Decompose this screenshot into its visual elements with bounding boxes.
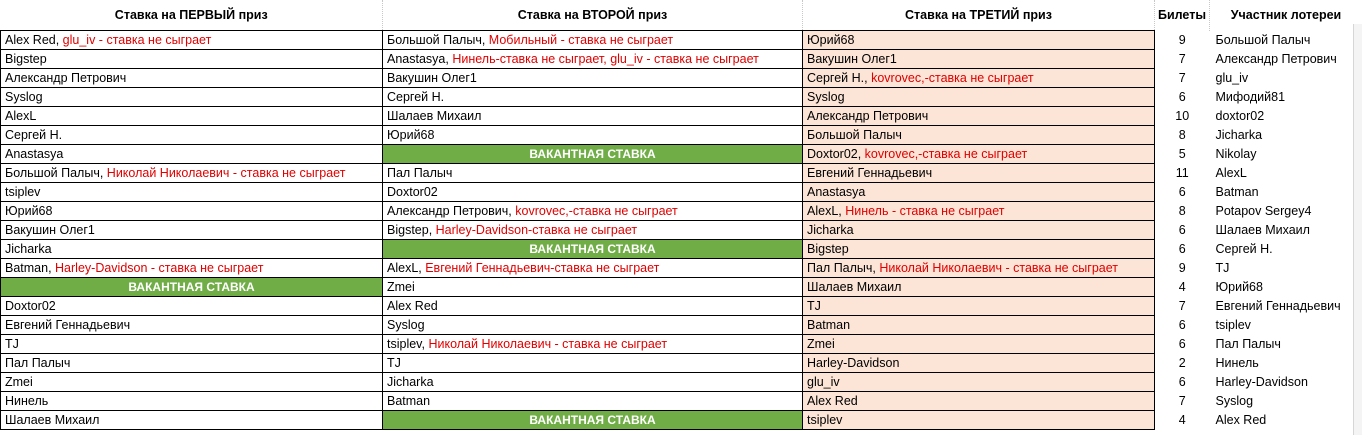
bet-cell-second[interactable]	[383, 278, 803, 297]
table-row	[1, 107, 1362, 126]
participant-cell[interactable]: tsiplev	[1215, 318, 1251, 332]
participant-cell[interactable]: Пал Палыч	[1215, 337, 1281, 351]
bet-cell-third[interactable]	[803, 31, 1155, 50]
bettor-name: Alex Red	[807, 394, 858, 408]
invalid-bet-note: Harley-Davidson - ставка не сыграет	[55, 261, 264, 275]
header-first-prize[interactable]: Ставка на ПЕРВЫЙ приз	[1, 0, 383, 31]
table-row	[1, 145, 1362, 164]
participant-cell[interactable]: Alex Red	[1215, 413, 1267, 427]
tickets-cell[interactable]: 6	[1178, 242, 1186, 256]
participant-cell[interactable]: Syslog	[1215, 394, 1254, 408]
bettor-name: Пал Палыч	[5, 356, 71, 370]
bettor-name: Doxtor02	[5, 299, 56, 313]
table-row	[1, 88, 1362, 107]
participant-cell[interactable]: Jicharka	[1215, 128, 1263, 142]
bet-cell-second[interactable]	[383, 335, 803, 354]
bettor-name: Александр Петрович	[807, 109, 929, 123]
bettor-name: Евгений Геннадьевич	[807, 166, 933, 180]
bettor-name: Пал Палыч	[387, 166, 453, 180]
bettor-name: Вакушин Олег1	[807, 52, 897, 66]
tickets-cell[interactable]: 11	[1175, 166, 1189, 180]
invalid-bet-note: kovrovec,-ставка не сыграет	[871, 71, 1034, 85]
bettor-name: Anastasya	[807, 185, 866, 199]
table-row	[1, 411, 1362, 430]
bettor-name: AlexL,	[387, 261, 426, 275]
tickets-cell[interactable]: 6	[1178, 90, 1186, 104]
bettor-name: Alex Red	[387, 299, 438, 313]
bet-cell-first[interactable]	[1, 240, 383, 259]
bet-cell-second[interactable]	[383, 107, 803, 126]
bettor-name: Batman	[387, 394, 431, 408]
bet-cell-first[interactable]	[1, 259, 383, 278]
bet-cell-first[interactable]	[1, 69, 383, 88]
bettor-name: Jicharka	[5, 242, 52, 256]
participant-cell[interactable]: Шалаев Михаил	[1215, 223, 1310, 237]
tickets-cell[interactable]: 8	[1178, 204, 1186, 218]
bettor-name: Большой Палыч,	[5, 166, 107, 180]
bet-cell-second[interactable]	[383, 126, 803, 145]
bettor-name: Шалаев Михаил	[387, 109, 482, 123]
bet-cell-third[interactable]	[803, 354, 1155, 373]
vacant-bet-cell[interactable]	[383, 145, 803, 164]
tickets-cell[interactable]: 5	[1178, 147, 1186, 161]
bettor-name: Harley-Davidson	[807, 356, 900, 370]
tickets-cell[interactable]: 9	[1178, 261, 1186, 275]
table-row	[1, 278, 1362, 297]
bet-cell-third[interactable]	[803, 373, 1155, 392]
tickets-cell[interactable]: 10	[1175, 109, 1190, 123]
bet-cell-third[interactable]	[803, 145, 1155, 164]
bettor-name: Шалаев Михаил	[5, 413, 100, 427]
bettor-name: Doxtor02	[387, 185, 438, 199]
bet-cell-first[interactable]	[1, 107, 383, 126]
bet-cell-first[interactable]	[1, 88, 383, 107]
table-row	[1, 392, 1362, 411]
participant-cell[interactable]: Нинель	[1215, 356, 1259, 370]
header-tickets[interactable]: Билеты	[1155, 0, 1210, 31]
participant-cell[interactable]: Сергей Н.	[1215, 242, 1273, 256]
tickets-cell[interactable]: 6	[1178, 375, 1186, 389]
participant-cell[interactable]: Potapov Sergey4	[1215, 204, 1312, 218]
bet-cell-third[interactable]	[803, 278, 1155, 297]
table-row	[1, 297, 1362, 316]
bettor-name: Александр Петрович,	[387, 204, 516, 218]
bet-cell-second[interactable]	[383, 31, 803, 50]
table-row	[1, 221, 1362, 240]
bettor-name: Евгений Геннадьевич	[5, 318, 131, 332]
bet-cell-third[interactable]	[803, 221, 1155, 240]
table-row	[1, 354, 1362, 373]
table-row	[1, 164, 1362, 183]
invalid-bet-note: Евгений Геннадьевич-ставка не сыграет	[425, 261, 660, 275]
bet-cell-third[interactable]	[803, 164, 1155, 183]
tickets-cell[interactable]: 6	[1178, 318, 1186, 332]
participant-cell[interactable]: glu_iv	[1215, 71, 1249, 85]
bet-cell-third[interactable]	[803, 411, 1155, 430]
bettor-name: Юрий68	[387, 128, 435, 142]
table-row	[1, 69, 1362, 88]
tickets-cell[interactable]: 8	[1178, 128, 1186, 142]
bettor-name: Пал Палыч,	[807, 261, 880, 275]
tickets-cell[interactable]: 7	[1178, 299, 1186, 313]
bettor-name: Batman	[807, 318, 851, 332]
bettor-name: Вакушин Олег1	[387, 71, 477, 85]
bettor-name: Вакушин Олег1	[5, 223, 95, 237]
participant-cell[interactable]: AlexL	[1215, 166, 1247, 180]
bet-cell-first[interactable]	[1, 164, 383, 183]
bet-cell-first[interactable]	[1, 126, 383, 145]
bettor-name: Сергей Н.	[387, 90, 445, 104]
bet-cell-third[interactable]	[803, 316, 1155, 335]
vacant-bet-cell[interactable]	[383, 411, 803, 430]
invalid-bet-note: Мобильный - ставка не сыграет	[488, 33, 674, 47]
invalid-bet-note: kovrovec,-ставка не сыграет	[864, 147, 1028, 161]
table-row	[1, 183, 1362, 202]
participant-cell[interactable]: Мифодий81	[1215, 90, 1286, 104]
bettor-name: Alex Red,	[5, 33, 63, 47]
invalid-bet-note: glu_iv - ставка не сыграет	[62, 33, 212, 47]
bettor-name: Syslog	[387, 318, 425, 332]
vacant-bet-cell[interactable]	[1, 278, 383, 297]
invalid-bet-note: Harley-Davidson-ставка не сыграет	[435, 223, 638, 237]
bet-cell-third[interactable]	[803, 50, 1155, 69]
bet-cell-first[interactable]	[1, 297, 383, 316]
invalid-bet-note: Николай Николаевич - ставка не сыграет	[879, 261, 1119, 275]
bet-cell-first[interactable]	[1, 183, 383, 202]
bet-cell-second[interactable]	[383, 297, 803, 316]
bettor-name: glu_iv	[807, 375, 840, 389]
header-row	[1, 0, 1362, 31]
bet-cell-first[interactable]	[1, 335, 383, 354]
vacant-label: ВАКАНТНАЯ СТАВКА	[529, 413, 656, 427]
vacant-label: ВАКАНТНАЯ СТАВКА	[128, 280, 255, 294]
vacant-label: ВАКАНТНАЯ СТАВКА	[529, 147, 656, 161]
table-row	[1, 335, 1362, 354]
tickets-cell[interactable]: 6	[1178, 185, 1186, 199]
bet-cell-third[interactable]	[803, 240, 1155, 259]
bettor-name: Александр Петрович	[5, 71, 127, 85]
bet-cell-first[interactable]	[1, 373, 383, 392]
tickets-cell[interactable]: 4	[1178, 413, 1186, 427]
bettor-name: tsiplev,	[387, 337, 429, 351]
participant-cell[interactable]: TJ	[1215, 261, 1230, 275]
tickets-cell[interactable]: 6	[1178, 337, 1186, 351]
bettor-name: Anastasya	[5, 147, 64, 161]
invalid-bet-note: Нинель - ставка не сыграет	[845, 204, 1005, 218]
bettor-name: TJ	[387, 356, 401, 370]
bettor-name: Jicharka	[807, 223, 854, 237]
bet-cell-second[interactable]	[383, 392, 803, 411]
bet-cell-second[interactable]	[383, 88, 803, 107]
bet-cell-third[interactable]	[803, 259, 1155, 278]
bettor-name: tsiplev	[5, 185, 41, 199]
tickets-cell[interactable]: 7	[1178, 52, 1186, 66]
bet-cell-first[interactable]	[1, 392, 383, 411]
vacant-bet-cell[interactable]	[383, 240, 803, 259]
table-row	[1, 373, 1362, 392]
table-row	[1, 316, 1362, 335]
bettor-name: Нинель	[5, 394, 49, 408]
bettor-name: Большой Палыч	[807, 128, 902, 142]
invalid-bet-note: Николай Николаевич - ставка не сыграет	[106, 166, 346, 180]
bet-cell-first[interactable]	[1, 202, 383, 221]
bet-cell-third[interactable]	[803, 183, 1155, 202]
bettor-name: Zmei	[807, 337, 835, 351]
bet-cell-second[interactable]	[383, 50, 803, 69]
tickets-cell[interactable]: 6	[1178, 223, 1186, 237]
invalid-bet-note: kovrovec,-ставка не сыграет	[515, 204, 678, 218]
bettor-name: Юрий68	[807, 33, 855, 47]
bettor-name: Jicharka	[387, 375, 434, 389]
bettor-name: AlexL	[5, 109, 37, 123]
sheet-edge	[1353, 24, 1362, 435]
bettor-name: tsiplev	[807, 413, 843, 427]
table-row	[1, 240, 1362, 259]
bettor-name: Юрий68	[5, 204, 53, 218]
bet-cell-second[interactable]	[383, 164, 803, 183]
table-row	[1, 259, 1362, 278]
table-row	[1, 31, 1362, 50]
bettor-name: Bigstep,	[387, 223, 436, 237]
bet-cell-second[interactable]	[383, 202, 803, 221]
bettor-name: Syslog	[807, 90, 845, 104]
bettor-name: Сергей Н.	[5, 128, 63, 142]
bettor-name: Batman,	[5, 261, 56, 275]
bet-cell-first[interactable]	[1, 145, 383, 164]
bet-cell-second[interactable]	[383, 183, 803, 202]
header-second-prize[interactable]: Ставка на ВТОРОЙ приз	[383, 0, 803, 31]
header-participant[interactable]: Участник лотереи	[1210, 0, 1362, 31]
tickets-cell[interactable]: 9	[1178, 33, 1186, 47]
participant-cell[interactable]: Nikolay	[1215, 147, 1257, 161]
bet-cell-third[interactable]	[803, 392, 1155, 411]
bet-cell-third[interactable]	[803, 126, 1155, 145]
participant-cell[interactable]: Евгений Геннадьевич	[1215, 299, 1341, 313]
bet-cell-first[interactable]	[1, 50, 383, 69]
bet-cell-third[interactable]	[803, 335, 1155, 354]
participant-cell[interactable]: Александр Петрович	[1215, 52, 1337, 66]
tickets-cell[interactable]: 7	[1178, 71, 1186, 85]
bet-cell-third[interactable]	[803, 88, 1155, 107]
bet-cell-first[interactable]	[1, 354, 383, 373]
bet-cell-third[interactable]	[803, 69, 1155, 88]
bettor-name: Anastasya,	[387, 52, 453, 66]
bettor-name: Сергей Н.,	[807, 71, 872, 85]
participant-cell[interactable]: Юрий68	[1215, 280, 1263, 294]
invalid-bet-note: Нинель-ставка не сыграет, glu_iv - ставка не сыграет	[452, 52, 759, 66]
bettor-name: Большой Палыч,	[387, 33, 489, 47]
table-row	[1, 202, 1362, 221]
bettor-name: Syslog	[5, 90, 43, 104]
bet-cell-second[interactable]	[383, 69, 803, 88]
bet-cell-first[interactable]	[1, 221, 383, 240]
vacant-label: ВАКАНТНАЯ СТАВКА	[529, 242, 656, 256]
bet-cell-first[interactable]	[1, 316, 383, 335]
bet-cell-second[interactable]	[383, 316, 803, 335]
participant-cell[interactable]: Batman	[1215, 185, 1259, 199]
participant-cell[interactable]: Большой Палыч	[1215, 33, 1311, 47]
bettor-name: Шалаев Михаил	[807, 280, 902, 294]
table-row	[1, 50, 1362, 69]
tickets-cell[interactable]: 7	[1178, 394, 1186, 408]
bettor-name: Zmei	[5, 375, 33, 389]
bettor-name: AlexL,	[807, 204, 846, 218]
header-third-prize[interactable]: Ставка на ТРЕТИЙ приз	[803, 0, 1155, 31]
participant-cell[interactable]: Harley-Davidson	[1215, 375, 1308, 389]
bettor-name: Bigstep	[5, 52, 47, 66]
bet-cell-first[interactable]	[1, 31, 383, 50]
bet-cell-second[interactable]	[383, 221, 803, 240]
bettor-name: Zmei	[387, 280, 415, 294]
bet-cell-second[interactable]	[383, 354, 803, 373]
bettor-name: Bigstep	[807, 242, 849, 256]
invalid-bet-note: Николай Николаевич - ставка не сыграет	[428, 337, 668, 351]
bet-cell-third[interactable]	[803, 107, 1155, 126]
bet-cell-second[interactable]	[383, 259, 803, 278]
bet-cell-third[interactable]	[803, 202, 1155, 221]
tickets-cell[interactable]: 2	[1178, 356, 1186, 370]
participant-cell[interactable]: doxtor02	[1215, 109, 1265, 123]
bet-cell-third[interactable]	[803, 297, 1155, 316]
tickets-cell[interactable]: 4	[1178, 280, 1186, 294]
bettor-name: TJ	[5, 337, 19, 351]
bettor-name: Doxtor02,	[807, 147, 865, 161]
bet-cell-first[interactable]	[1, 411, 383, 430]
bet-cell-second[interactable]	[383, 373, 803, 392]
table-row	[1, 126, 1362, 145]
bettor-name: TJ	[807, 299, 821, 313]
